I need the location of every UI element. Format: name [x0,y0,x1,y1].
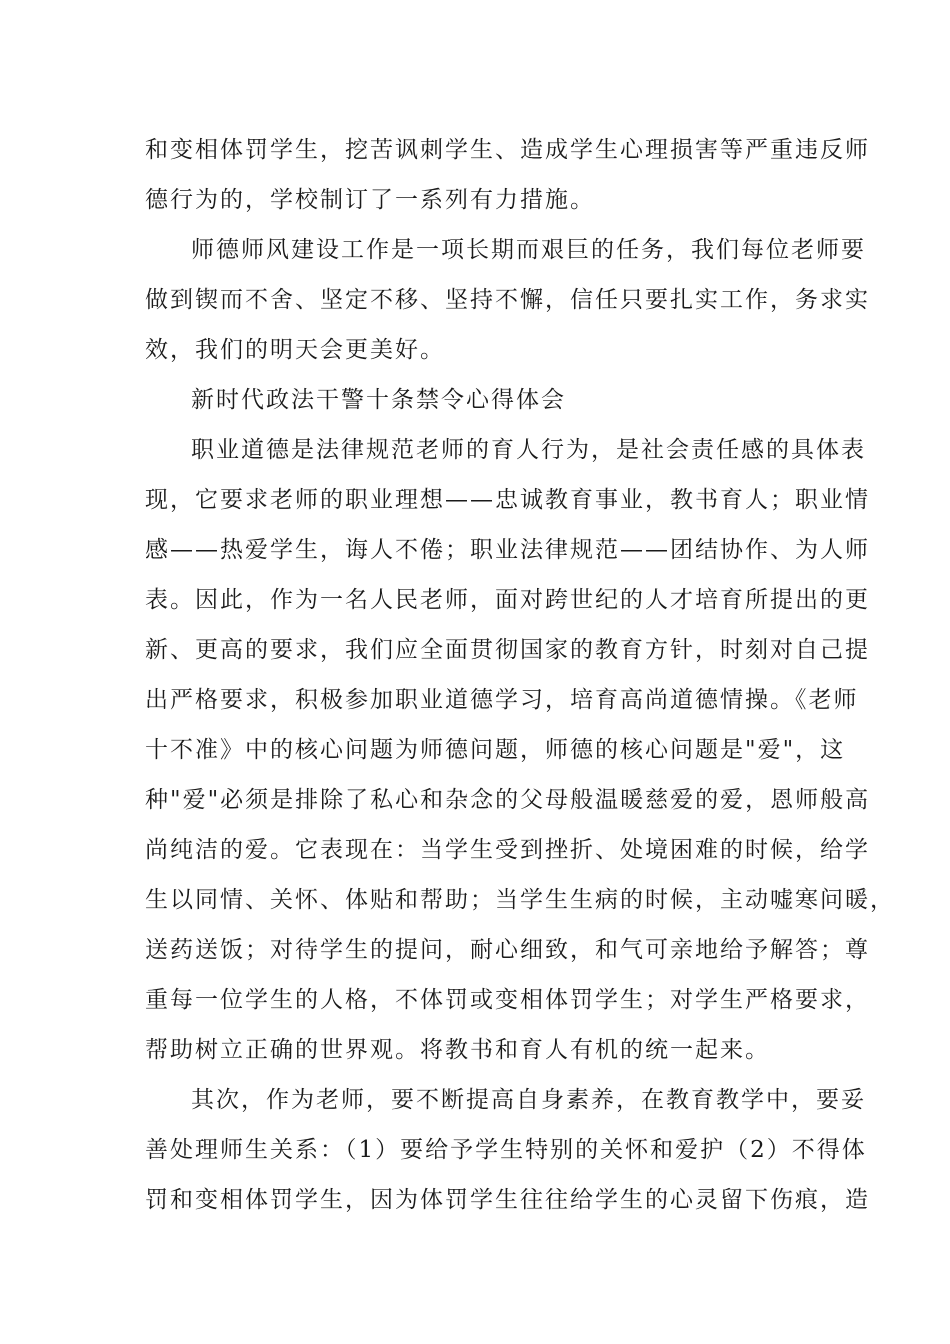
paragraph-start-line: 其次，作为老师，要不断提高自身素养，在教育教学中，要妥 [191,1087,866,1113]
text-line: 帮助树立正确的世界观。将教书和育人有机的统一起来。 [145,1037,770,1063]
text-line: 十不准》中的核心问题为师德问题，师德的核心问题是"爱"，这 [145,737,846,763]
paragraph-start-line: 职业道德是法律规范老师的育人行为，是社会责任感的具体表 [191,437,866,463]
text-line: 新、更高的要求，我们应全面贯彻国家的教育方针，时刻对自己提 [145,637,870,663]
text-line: 种"爱"必须是排除了私心和杂念的父母般温暖慈爱的爱，恩师般高 [145,787,871,813]
paragraph-start-line: 师德师风建设工作是一项长期而艰巨的任务，我们每位老师要 [191,237,866,263]
text-line: 善处理师生关系：（1）要给予学生特别的关怀和爱护（2）不得体 [145,1137,867,1163]
text-line: 出严格要求，积极参加职业道德学习，培育高尚道德情操。《老师 [145,687,859,713]
text-line: 做到锲而不舍、坚定不移、坚持不懈，信任只要扎实工作，务求实 [145,287,870,313]
text-line: 德行为的，学校制订了一系列有力措施。 [145,187,595,213]
text-line: 生以同情、关怀、体贴和帮助；当学生生病的时候，主动嘘寒问暖， [145,887,895,913]
text-line: 感——热爱学生，诲人不倦；职业法律规范——团结协作、为人师 [145,537,870,563]
text-line: 罚和变相体罚学生，因为体罚学生往往给学生的心灵留下伤痕，造 [145,1187,870,1213]
section-heading: 新时代政法干警十条禁令心得体会 [191,387,566,413]
text-line: 尚纯洁的爱。它表现在：当学生受到挫折、处境困难的时候，给学 [145,837,870,863]
text-line: 和变相体罚学生，挖苦讽刺学生、造成学生心理损害等严重违反师 [145,137,870,163]
text-line: 送药送饭；对待学生的提问，耐心细致，和气可亲地给予解答；尊 [145,937,870,963]
text-line: 重每一位学生的人格，不体罚或变相体罚学生；对学生严格要求， [145,987,870,1013]
text-line: 表。因此，作为一名人民老师，面对跨世纪的人才培育所提出的更 [145,587,870,613]
text-line: 现，它要求老师的职业理想——忠诚教育事业，教书育人；职业情 [145,487,870,513]
text-line: 效，我们的明天会更美好。 [145,337,445,363]
